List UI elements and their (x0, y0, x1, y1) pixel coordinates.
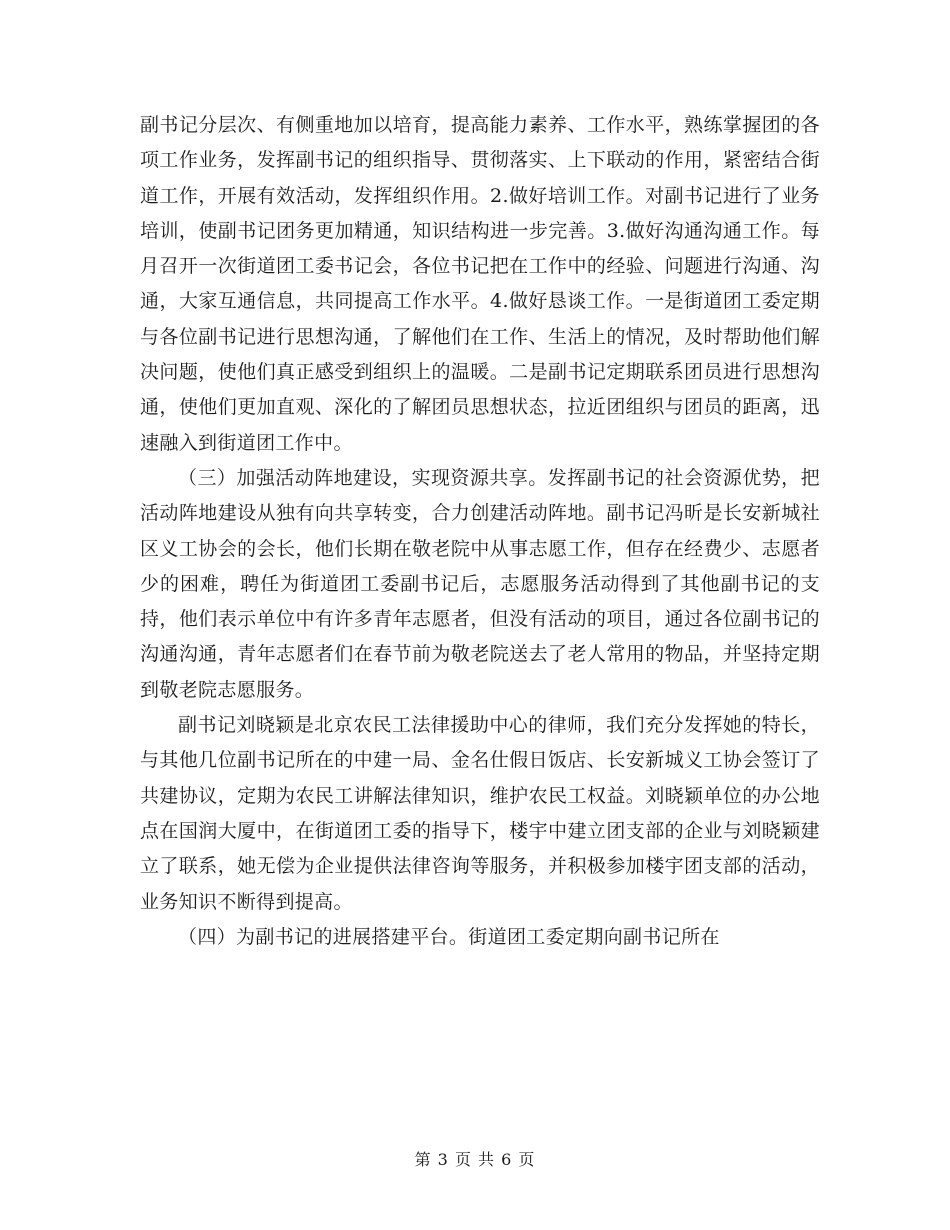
footer-prefix: 第 (414, 1150, 432, 1169)
paragraph-liu-xiaoying: 副书记刘晓颖是北京农民工法律援助中心的律师，我们充分发挥她的特长，与其他几位副书记所在的中建一局、金名仕假日饭店、长安新城义工协会签订了共建协议，定期为农民工讲解法律知识，维护农民工权益。刘晓颖单位的办公地点在国润大厦中，在街道团工委的指导下，楼宇中建立团支部的企业与刘晓颖建立了联系，她无偿为企业提供法律咨询等服务，并积极参加楼宇团支部的活动，业务知识不断得到提高。 (140, 714, 820, 913)
paragraph-section-three: （三）加强活动阵地建设，实现资源共享。发挥副书记的社会资源优势，把活动阵地建设从独有向共享转变，合力创建活动阵地。副书记冯昕是长安新城社区义工协会的会长，他们长期在敬老院中从事志愿工作，但存在经费少、志愿者少的困难，聘任为街道团工委副书记后，志愿服务活动得到了其他副书记的支持，他们表示单位中有许多青年志愿者，但没有活动的项目，通过各位副书记的沟通沟通，青年志愿者们在春节前为敬老院送去了老人常用的物品，并坚持定期到敬老院志愿服务。 (140, 466, 820, 701)
paragraph-section-four: （四）为副书记的进展搭建平台。街道团工委定期向副书记所在 (178, 925, 720, 948)
page-footer (0, 1148, 950, 1172)
body-text (140, 108, 820, 955)
footer-middle: 页 共 (454, 1150, 496, 1169)
paragraph-continued: 副书记分层次、有侧重地加以培育，提高能力素养、工作水平，熟练掌握团的各项工作业务，发挥副书记的组织指导、贯彻落实、上下联动的作用，紧密结合街道工作，开展有效活动，发挥组织作用。2.做好培训工作。对副书记进行了业务培训，使副书记团务更加精通，知识结构进一步完善。3.做好沟通沟通工作。每月召开一次街道团工委书记会，各位书记把在工作中的经验、问题进行沟通、沟通，大家互通信息，共同提高工作水平。4.做好恳谈工作。一是街道团工委定期与各位副书记进行思想沟通，了解他们在工作、生活上的情况，及时帮助他们解决问题，使他们真正感受到组织上的温暖。二是副书记定期联系团员进行思想沟通，使他们更加直观、深化的了解团员思想状态，拉近团组织与团员的距离，迅速融入到街道团工作中。 (140, 114, 820, 454)
footer-suffix: 页 (518, 1150, 536, 1169)
footer-current-page: 3 (437, 1150, 449, 1169)
footer-total-pages: 6 (501, 1150, 513, 1169)
